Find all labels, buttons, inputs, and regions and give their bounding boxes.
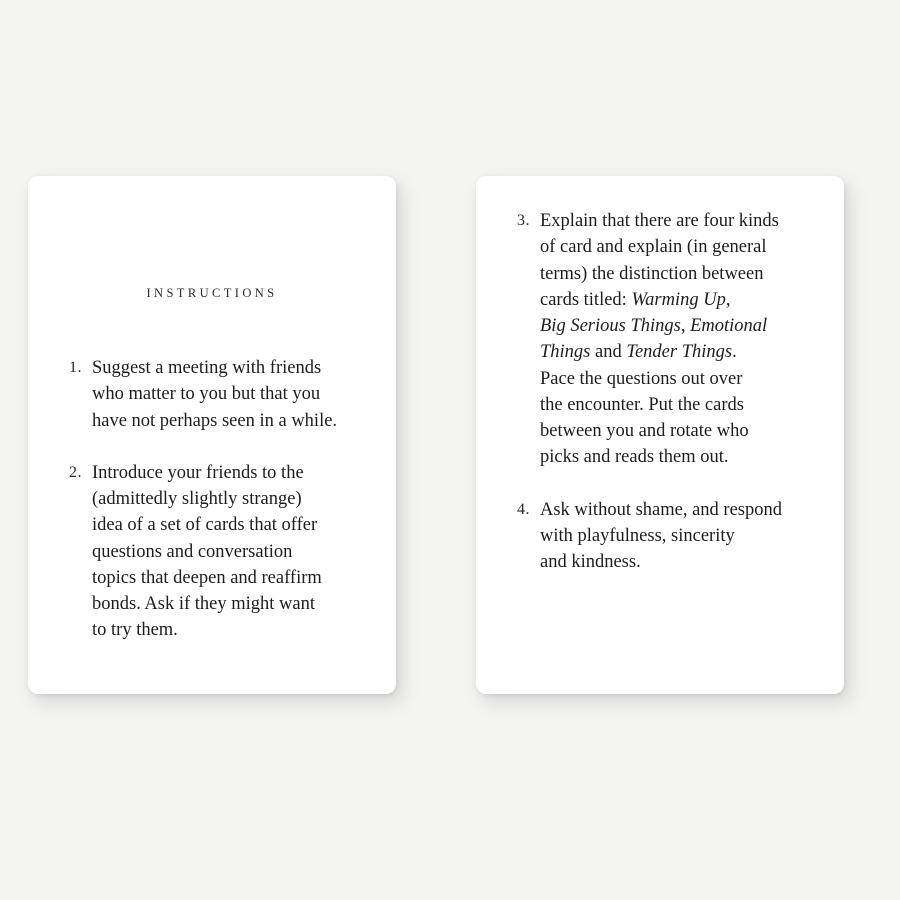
list-item-body [92, 460, 362, 644]
list-item-number: 4. [517, 500, 530, 518]
card-title-big-serious-things: Big Serious Things [540, 316, 681, 337]
list-item-body [92, 355, 362, 434]
text-line: have not perhaps seen in a while. [92, 410, 338, 431]
list-item [62, 460, 362, 644]
text-line: idea of a set of cards that offer [92, 515, 318, 536]
instructions-list-left [62, 355, 362, 644]
list-item [62, 355, 362, 434]
text-line: and kindness. [540, 552, 641, 573]
text-fragment: cards titled: [540, 289, 632, 310]
text-fragment: , [725, 289, 731, 310]
list-item [510, 497, 810, 576]
text-line: who matter to you but that you [92, 384, 321, 405]
instructions-card-back [476, 176, 844, 694]
text-line: Ask without shame, and respond [540, 499, 783, 520]
text-fragment: and [590, 342, 627, 363]
text-line [540, 313, 810, 339]
text-line: Introduce your friends to the [92, 462, 304, 483]
list-item-number: 1. [69, 359, 82, 376]
list-item [510, 208, 810, 471]
text-line: questions and conversation [92, 541, 293, 562]
card-title-things: Things [540, 342, 591, 363]
text-line: with playfulness, sincerity [540, 525, 735, 546]
text-line: picks and reads them out. [540, 447, 729, 468]
instructions-card-front [28, 176, 396, 694]
text-fragment: . [732, 342, 737, 363]
list-item-number: 2. [69, 463, 82, 481]
list-item-body [540, 208, 810, 471]
text-line: terms) the distinction between [540, 263, 764, 284]
instructions-title: INSTRUCTIONS [146, 286, 278, 300]
list-item-body [540, 497, 810, 576]
card-title-warming-up: Warming Up [631, 289, 726, 310]
card-title-emotional: Emotional [690, 316, 768, 337]
text-line: to try them. [92, 620, 178, 641]
text-line: bonds. Ask if they might want [92, 594, 316, 615]
instructions-list-right [510, 208, 810, 575]
text-line: Suggest a meeting with friends [92, 358, 322, 378]
text-line: Explain that there are four kinds [540, 211, 779, 231]
text-line: (admittedly slightly strange) [92, 489, 302, 510]
list-item-number: 3. [517, 212, 530, 229]
text-line: between you and rotate who [540, 421, 749, 442]
text-line: Pace the questions out over [540, 368, 743, 389]
card-title-tender-things: Tender Things [626, 342, 733, 363]
text-line [540, 339, 810, 365]
text-line [540, 287, 810, 313]
text-line: the encounter. Put the cards [540, 394, 744, 415]
text-line: topics that deepen and reaffirm [92, 567, 322, 588]
text-fragment: , [680, 316, 691, 337]
text-line: of card and explain (in general [540, 237, 767, 258]
